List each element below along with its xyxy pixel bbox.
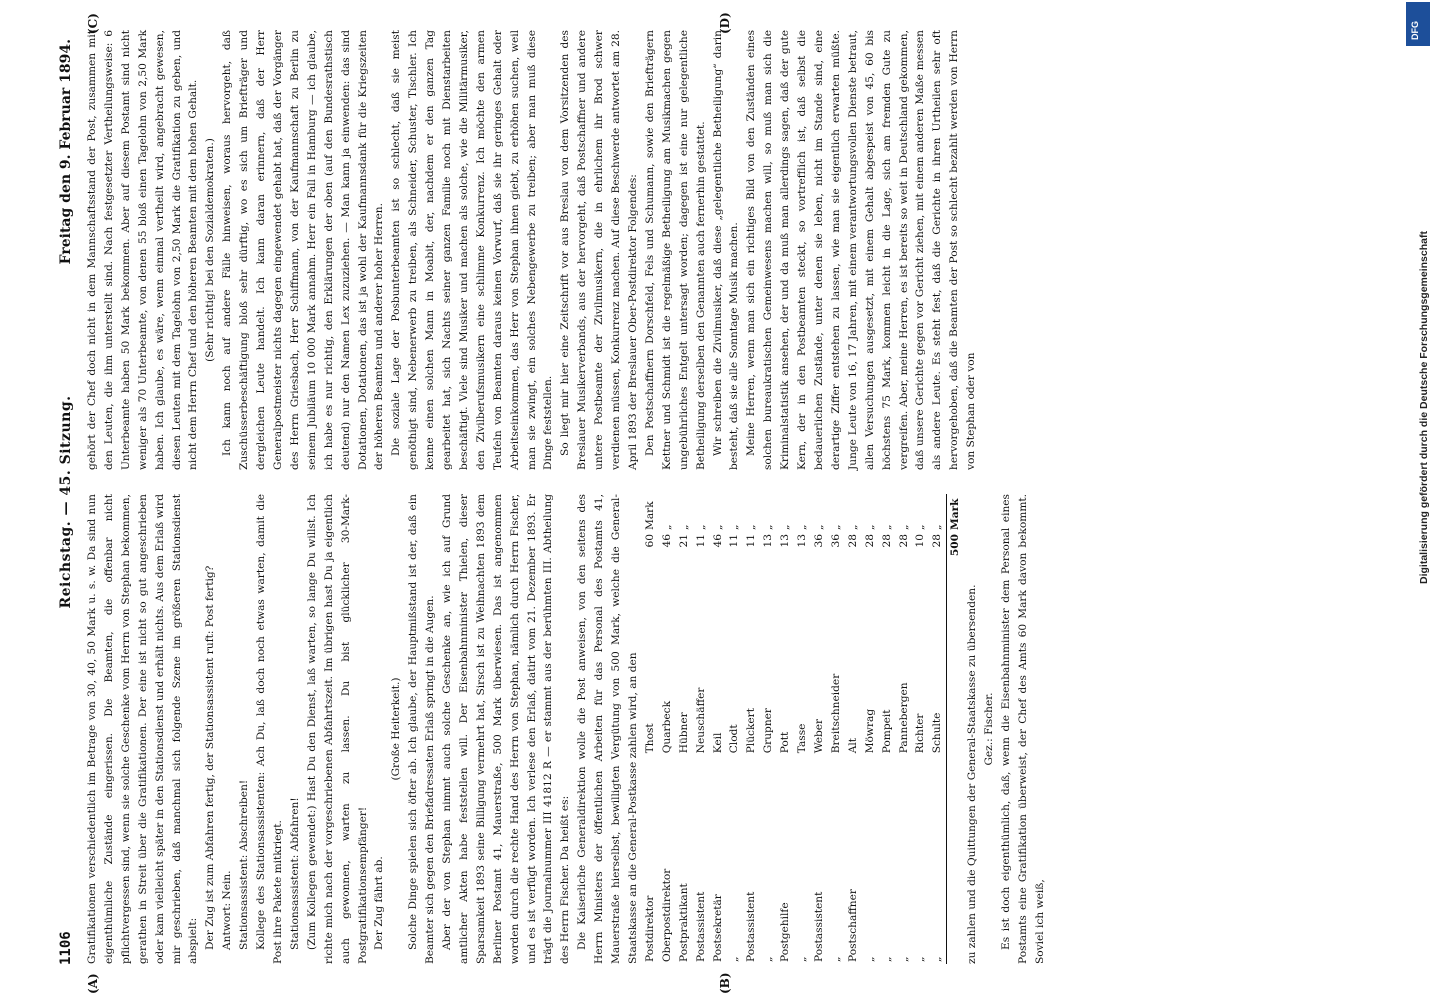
salary-title: Postsekretär [711, 894, 724, 962]
salary-row [760, 494, 777, 964]
dfg-logo-text: DFG [1410, 21, 1420, 40]
salary-title: „ [914, 956, 927, 962]
dialogue-line: Stationsassistent: Abschreiben! [238, 779, 251, 950]
salary-unit: „ [931, 524, 944, 530]
salary-title: Postschaffner [846, 889, 859, 962]
salary-unit: „ [846, 524, 859, 530]
salary-name: Keil [711, 732, 724, 754]
paragraph: Gratifikationen verschiedentlich im Betrage von 30, 40, 50 Mark u. s. w. Da sind nun eigenthümliche Zustände eingerissen. Die Beamten, die offenbar nicht pflichtvergessen sind, wenn sie solche Geschenke vom Herrn von Stephan bekommen, gerathen in Streit über die Gratifikationen. Der eine ist nicht so gut angeschrieben oder kam vielleicht später in den Stationsdienst und erhält nichts. Aus dem Erlaß wird mir geschrieben, daß manchmal sich folgende Szene im größeren Stationsdienst abspielt: [86, 494, 200, 964]
salary-title: Postpraktikant [677, 883, 690, 962]
salary-row [845, 494, 862, 964]
dialogue-line: Der Zug ist zum Abfahren fertig, der Stationsassistent ruft: Post fertig? [204, 565, 217, 950]
salary-name: Clodt [728, 724, 741, 754]
quote: Den Postschaffnern Dorschfeld, Fels und Schumann, sowie den Briefträgern Kettner und Schmidt ist die regelmäßige Betheiligung am Musikmachen gegen ungebührliches Entgelt untersagt worden; dagegen ist eine nur gelegentliche Betheiligung derselben den Genannten auch fernerhin gestattet. [643, 30, 707, 470]
salary-title: „ [880, 956, 893, 962]
salary-amount: 46 [660, 534, 673, 548]
dialogue-line: Antwort: Nein. [221, 870, 234, 950]
dialogue-line: Kollege des Stationsassistenten: Ach Du, laß doch noch etwas warten, damit die Post ihre Pakete mitkriegt. [255, 494, 284, 964]
salary-table [642, 494, 964, 964]
salary-row [710, 494, 727, 964]
salary-total-spacer [947, 755, 964, 964]
salary-amount: 21 [677, 534, 690, 548]
salary-unit: „ [711, 524, 724, 530]
salary-name: Möwrag [863, 708, 876, 754]
salary-unit: „ [728, 524, 741, 530]
paragraph: Aber der von Stephan nimmt auch solche Geschenke an, wie ich auf Grund amtlicher Akten habe feststellen will. Der Eisenbahnminister Thielen, dieser Sparsamkeit 1893 seine Billigung vermehrt hat, Sirsch ist zu Weihnachten 1893 dem Berliner Postamt 41, Mauerstraße, 500 Mark überwiesen. Das ist angenommen worden durch die rechte Hand des Herrn von Stephan, nämlich durch Herrn Fischer, und es ist verfügt worden. Ich verlese den Erlaß, datirt vom 21. Dezember 1893. Er trägt die Journalnummer III 41812 R — er stammt aus der berühmten III. Abtheilung des Herrn Fischer. Da heißt es: [441, 494, 572, 964]
salary-amount: 11 [694, 534, 707, 548]
salary-title: „ [829, 956, 842, 962]
salary-title: Postassistent [694, 891, 707, 962]
salary-row [828, 494, 845, 964]
salary-amount: 28 [897, 534, 910, 548]
salary-row [912, 494, 929, 964]
salary-total-amount: 500 [947, 532, 964, 576]
salary-name: Tasse [796, 723, 809, 754]
salary-row [879, 494, 896, 964]
salary-row [659, 494, 676, 964]
page-number: 1106 [58, 931, 74, 965]
salary-unit: Mark [643, 501, 656, 530]
quote: Die Kaiserliche Generaldirektion wolle die Post anweisen, von den seitens des Herrn Ministers der öffentlichen Arbeiten für das Personal des Postamts 41, Mauerstraße hierselbst, bewilligten Vergütung von 500 Mark, welche die General-Staatskasse an die General-Postkasse zahlen wird, an den [576, 494, 639, 964]
salary-name: Richter [914, 713, 927, 754]
salary-unit: „ [677, 524, 690, 530]
paragraph: Meine Herren, wenn man sich ein richtiges Bild von den Zuständen eines solchen bureaukratischen Gemeinwesens machen will, so muß man sich die Kriminalstatistik ansehen, der und da muß man allerdings sagen, daß der gute Kern, der in den Postbeamten steckt, so vortrefflich ist, daß selbst die bedauerlichen Zustände, unter denen sie leben, nicht im Stande sind, eine derartige Ziffer entstehen zu lassen, wie man sie eigentlich erwarten müßte. Junge Leute von 16, 17 Jahren, mit einem verantwortungsvollen Dienste betraut, allen Versuchungen ausgesetzt, mit einem Gehalt abgespeist von 45, 60 bis höchstens 75 Mark, kommen leicht in die Lage, sich am fremden Gute zu vergreifen. Aber, meine Herren, es ist bereits so weit in Deutschland gekommen, daß unsere Gerichte gegen vor Gericht ziehen, mit einem anderen Maße messen als andere Leute. Es steht fest, daß die Gerichte in ihren Urtheilen sehr oft hervorgehoben, daß die Beamten der Post so schlecht bezahlt werden von Herrn von Stephan oder von [745, 30, 978, 470]
salary-amount: 11 [728, 534, 741, 548]
salary-unit: „ [745, 524, 758, 530]
salary-total-unit: Mark [947, 494, 964, 532]
salary-row [777, 494, 794, 964]
salary-amount: 11 [745, 534, 758, 548]
salary-amount: 36 [812, 534, 825, 548]
salary-total-spacer [947, 576, 964, 755]
salary-title: „ [762, 956, 775, 962]
salary-name: Plückert [745, 708, 758, 754]
salary-amount: 13 [762, 534, 775, 548]
paragraph: Ich kann noch auf andere Fälle hinweisen, woraus hervorgeht, daß Zuschüsserbeschäftigung bloß sehr dürftig, wo es sich um Briefträger und dergleichen Leute handelt. Ich kann daran erinnern, daß der Herr Generalpostmeister nichts dagegen eingewendet gehabt hat, daß der Vorgänger des Herrn Griesbach, Herr Schiffmann, von der Kaufmannschaft zu Berlin zu seinem Jubiläum 10 000 Mark annahm. Herr ein Fall in Hamburg — ich glaube, ich habe es nur richtig, den Erklärungen der oben (auf den Bundesrathstisch deutend) nur den Namen Lex zuzuziehen. — Man kann ja einwenden: das sind Dotationen, Dotationen, das ist ja wohl der Kaufmannsdank für die Kriegszeiten der höheren Beamten und anderer hoher Herren. [221, 30, 386, 470]
salary-unit: „ [660, 524, 673, 530]
salary-unit: „ [897, 524, 910, 530]
salary-unit: „ [779, 524, 792, 530]
salary-name: Quarbeck [660, 701, 673, 754]
dialogue-line: Der Zug fährt ab. [373, 856, 386, 950]
session-date: Freitag den 9. Februar 1894. [58, 39, 74, 265]
salary-row [929, 494, 946, 964]
salary-name: Pompeit [880, 709, 893, 754]
salary-amount: 36 [829, 534, 842, 548]
paragraph: Wir schreiben die Zivilmusiker, daß diese „gelegentliche Betheiligung“ darin besteht, daß sie alle Sonntage Musik machen. [711, 30, 741, 470]
salary-name: Schulte [931, 712, 944, 754]
margin-marker-b: (B) [718, 972, 732, 994]
salary-amount: 60 [643, 534, 656, 548]
paragraph: Solche Dinge spielen sich öfter ab. Ich glaube, der Hauptmißstand ist der, daß ein Beamter sich gegen den Briefadressaten Erlaß springt in die Augen. [407, 494, 437, 964]
after-table-text: zu zahlen und die Quittungen der General-Staatskasse zu übersenden. [966, 584, 979, 964]
salary-name: Breitschneider [829, 673, 842, 754]
paragraph: So liegt mir hier eine Zeitschrift vor aus Breslau von dem Vorsitzenden des Breslauer Musikerverbands, aus der hervorgeht, daß Postschaffner und andere untere Postbeamte der Zivilmusikern, die in ehrlichem ihr Brod schwer verdienen müssen, Konkurrenz machen. Auf diese Beschwerde antwortet am 28. April 1893 der Breslauer Ober-Postdirektor Folgendes: [559, 30, 639, 470]
paragraph: Es ist doch eigenthümlich, daß, wenn die Eisenbahnminister dem Personal eines Postamts eine Gratifikation überweist, der Chef des Amts 60 Mark davon bekommt. Soviel ich weiß, [999, 494, 1046, 964]
margin-marker-d: (D) [718, 12, 732, 34]
salary-amount: 10 [914, 534, 927, 548]
salary-row [811, 494, 828, 964]
interjection: (Sehr richtig! bei den Sozialdemokraten.) [204, 138, 217, 362]
salary-unit: „ [812, 524, 825, 530]
dfg-logo [1406, 2, 1430, 46]
salary-row [642, 494, 659, 964]
signature: Gez.: Fischer. [983, 692, 996, 766]
left-column [84, 494, 1049, 964]
salary-title: „ [728, 956, 741, 962]
salary-row [862, 494, 879, 964]
salary-row [726, 494, 743, 964]
salary-name: Neuschäffer [694, 687, 707, 754]
margin-marker-c: (C) [86, 13, 100, 34]
salary-row [794, 494, 811, 964]
salary-title: „ [897, 956, 910, 962]
salary-row [676, 494, 693, 964]
salary-total-row [947, 494, 964, 964]
salary-amount: 28 [931, 534, 944, 548]
page-header [58, 39, 80, 965]
salary-unit: „ [762, 524, 775, 530]
salary-amount: 13 [779, 534, 792, 548]
salary-unit: „ [829, 524, 842, 530]
session-title: Reichstag. — 45. Sitzung. [58, 395, 74, 609]
salary-unit: „ [694, 524, 707, 530]
salary-amount: 28 [880, 534, 893, 548]
salary-name: Hübner [677, 712, 690, 754]
salary-title: „ [863, 956, 876, 962]
salary-title: Postassistent [812, 891, 825, 962]
dfg-credit-text: Digitalisierung gefördert durch die Deutsche Forschungsgemeinschaft [1418, 231, 1430, 584]
salary-amount: 46 [711, 534, 724, 548]
salary-name: Grupner [762, 708, 775, 754]
dialogue-line: (Zum Kollegen gewendet:) Hast Du den Dienst, laß warten, so lange Du willst. Ich richte mich nach der vorgeschriebenen Abfahrtszeit. Im übrigen hast Du ja eigentlich auch gewonnen, warten zu lassen. Du bist glücklicher 30-Mark-Postgratifikationsempfänger! [305, 494, 369, 964]
salary-title: Postgehilfe [779, 902, 792, 962]
salary-unit: „ [796, 524, 809, 530]
right-column [84, 30, 980, 470]
salary-unit: „ [863, 524, 876, 530]
salary-name: Thost [643, 723, 656, 754]
salary-name: Alt [846, 738, 859, 754]
salary-row [693, 494, 710, 964]
salary-name: Weber [812, 718, 825, 754]
margin-marker-a: (A) [86, 973, 100, 994]
salary-name: Pannebergen [897, 682, 910, 754]
salary-title: „ [796, 956, 809, 962]
salary-title: Postdirektor [643, 895, 656, 962]
salary-amount: 28 [846, 534, 859, 548]
salary-title: „ [931, 956, 944, 962]
paragraph: gehört der Chef doch nicht in dem Mannschaftsstand der Post, zusammen mit den Leuten, die ihm unterstellt sind. Nach festgesetzter Vertheilungsweise: 6 Unterbeamte haben 50 Mark bekommen. Aber auf diesem Postamt sind nicht weniger als 70 Unterbeamte, von denen 55 bloß einen Tagelohn von 2,50 Mark haben. Ich glaube, es wäre, wenn einmal vertheilt wird, angebracht gewesen, diesen Leuten mit dem Tagelohn von 2,50 Mark die Gratifikation zu geben, und nicht dem Herrn Chef und den höheren Beamten mit dem hohen Gehalt. [86, 30, 200, 470]
salary-unit: „ [914, 524, 927, 530]
salary-name: Pott [779, 731, 792, 754]
dialogue-line: Stationsassistent: Abfahren! [288, 797, 301, 950]
laughter-note: (Große Heiterkeit.) [390, 677, 403, 781]
paragraph: Die soziale Lage der Posbunterbeamten ist so schlecht, daß sie meist genöthigt sind, Nebenerwerb zu treiben, als Schneider, Schuster, Tischler. Ich kenne einen solchen Mann in Moabit, der, nachdem er den ganzen Tag gearbeitet hat, sich Nachts seiner ganzen Familie noch mit Dienstarbeiten beschäftigt. Viele sind Musiker und machen als solche, wie die Militärmusiker, den Zivilberufsmusikern eine schlimme Konkurrenz. Ich möchte den armen Teufeln von Beamten daraus keinen Vorwurf, daß sie ihr geringes Gehalt oder Arbeitseinkommen, das Herr von Stephan ihnen giebt, zu erhöhen suchen, weil man sie zwingt, ein solches Nebengewerbe zu treiben; aber man muß diese Dinge feststellen. [390, 30, 555, 470]
salary-unit: „ [880, 524, 893, 530]
salary-title: Oberpostdirektor [660, 868, 673, 962]
salary-amount: 28 [863, 534, 876, 548]
salary-title: Postassistent [745, 891, 758, 962]
salary-amount: 13 [796, 534, 809, 548]
salary-row [743, 494, 760, 964]
salary-row [896, 494, 913, 964]
